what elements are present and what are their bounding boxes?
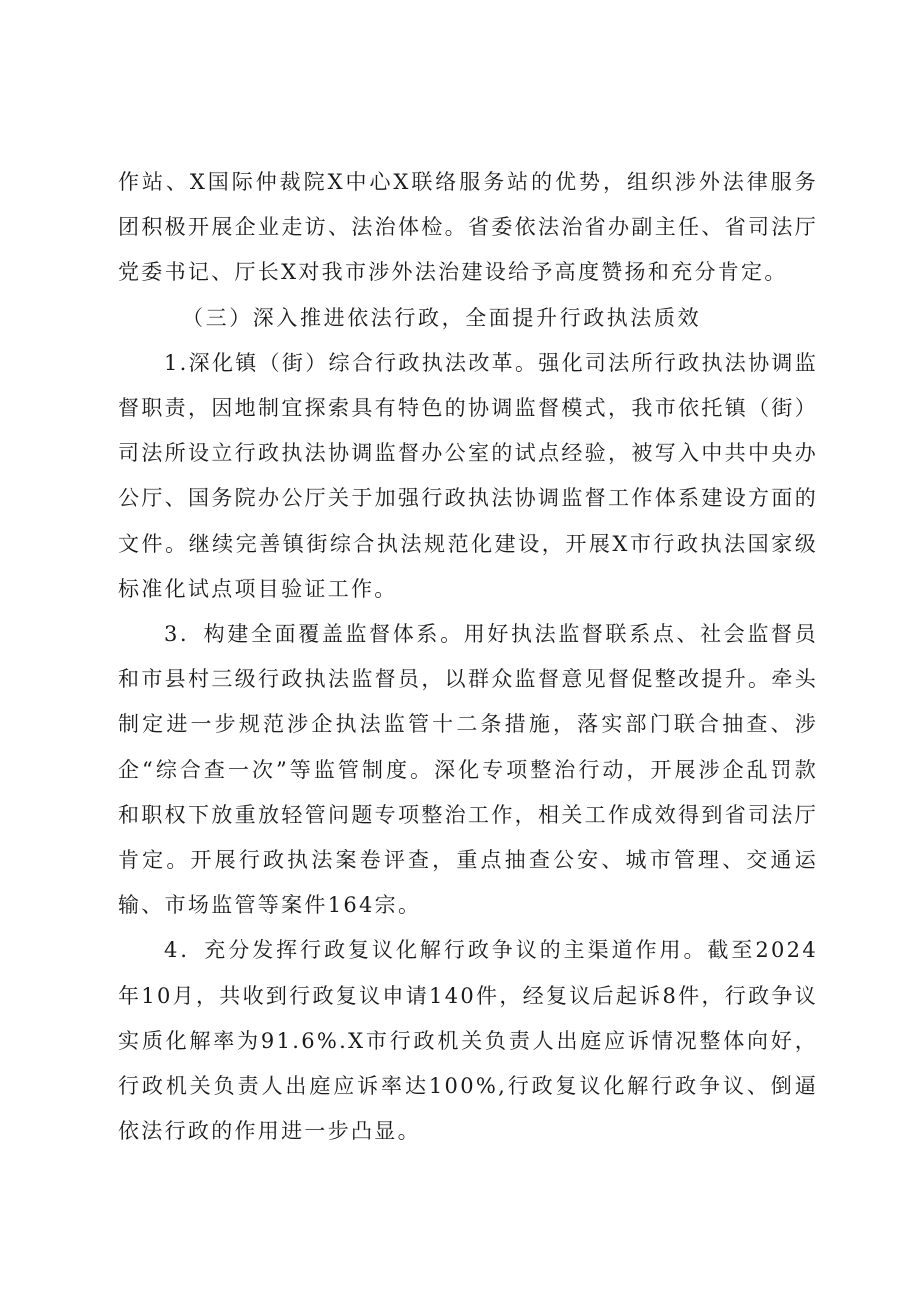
document-body — [118, 160, 818, 1154]
paragraph-item-4: 4．充分发挥行政复议化解行政争议的主渠道作用。截至2024年10月，共收到行政复议申请140件，经复议后起诉8件，行政争议实质化解率为91.6%.X市行政机关负责人出庭应诉情况整体向好，行政机关负责人出庭应诉率达100%,行政复议化解行政争议、倒逼依法行政的作用进一步凸显。 — [118, 938, 818, 1144]
paragraph-intro-continuation: 作站、X国际仲裁院X中心X联络服务站的优势，组织涉外法律服务团积极开展企业走访、法治体检。省委依法治省办副主任、省司法厅党委书记、厅长X对我市涉外法治建设给予高度赞扬和充分肯定。 — [118, 170, 818, 285]
section-heading: （三）深入推进依法行政，全面提升行政执法质效 — [182, 305, 702, 330]
paragraph-item-1: 1.深化镇（街）综合行政执法改革。强化司法所行政执法协调监督职责，因地制宜探索具有特色的协调监督模式，我市依托镇（街）司法所设立行政执法协调监督办公室的试点经验，被写入中共中央办公厅、国务院办公厅关于加强行政执法协调监督工作体系建设方面的文件。继续完善镇街综合执法规范化建设，开展X市行政执法国家级标准化试点项目验证工作。 — [118, 350, 818, 601]
paragraph-item-3: 3．构建全面覆盖监督体系。用好执法监督联系点、社会监督员和市县村三级行政执法监督员，以群众监督意见督促整改提升。牵头制定进一步规范涉企执法监管十二条措施，落实部门联合抽查、涉企“综合查一次”等监管制度。深化专项整治行动，开展涉企乱罚款和职权下放重放轻管问题专项整治工作，相关工作成效得到省司法厅肯定。开展行政执法案卷评查，重点抽查公安、城市管理、交通运输、市场监管等案件164宗。 — [118, 622, 818, 918]
